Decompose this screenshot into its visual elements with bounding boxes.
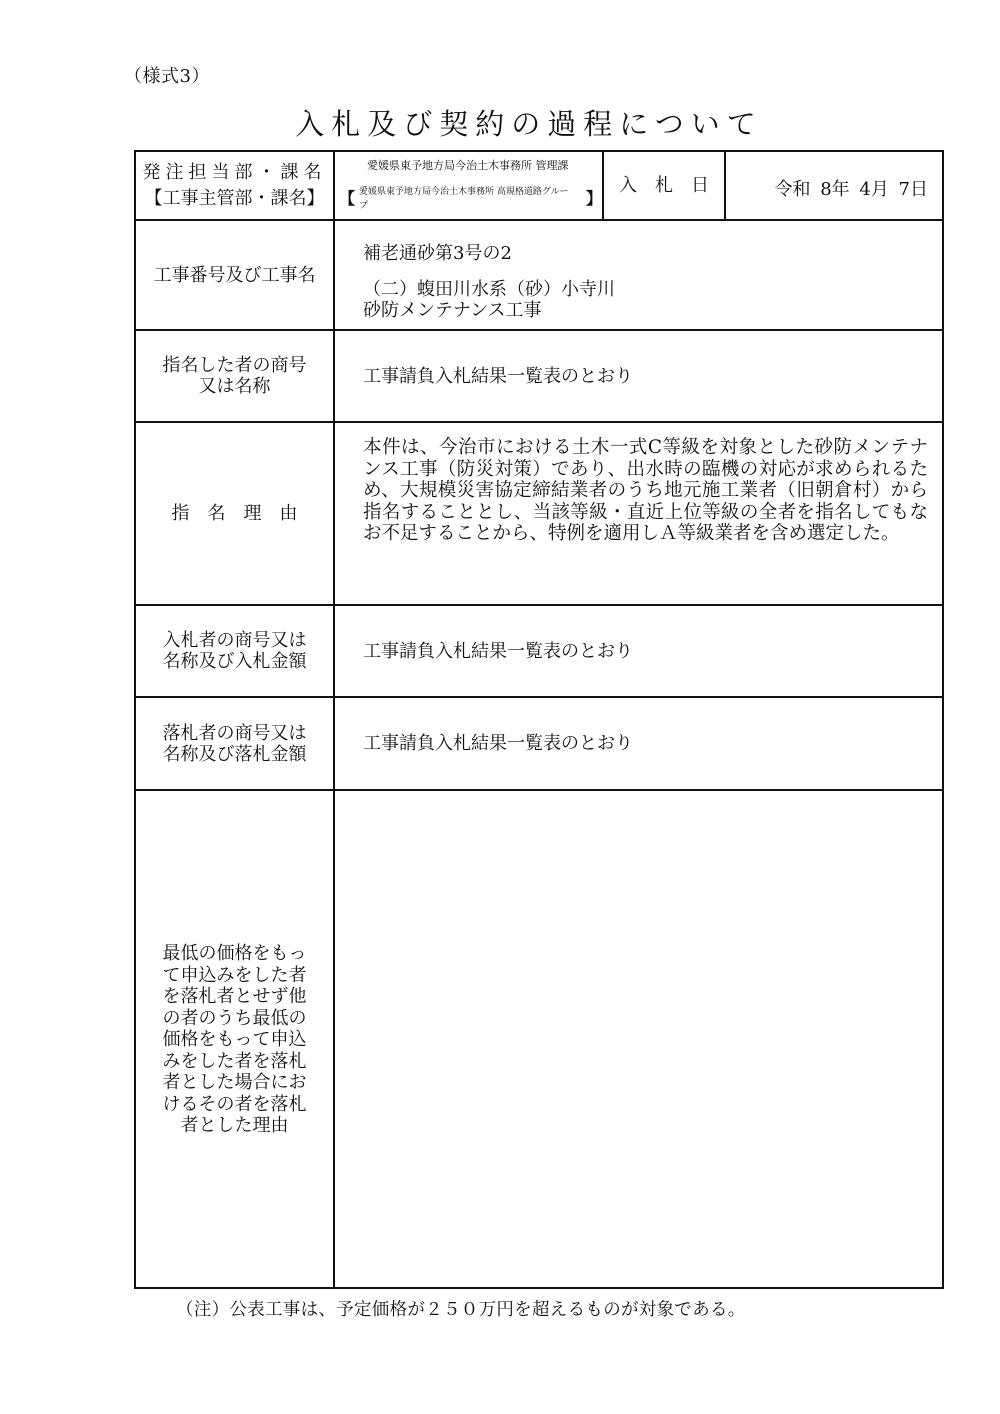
winner-value: 工事請負入札結果一覧表のとおり — [363, 733, 633, 754]
footnote: （注）公表工事は、予定価格が２５０万円を超えるものが対象である。 — [176, 1300, 746, 1320]
lowest-price-label-cell — [136, 791, 333, 1289]
project-number: 補老通砂第3号の2 — [363, 243, 512, 264]
bracket-open: 【 — [339, 188, 356, 208]
bid-date-value: 令和 8年 4月 7日 — [774, 179, 928, 200]
bidders-label-cell — [136, 606, 333, 696]
nominees-label-cell — [136, 331, 333, 421]
dept-value-cell — [335, 152, 602, 219]
form-number-label: （様式3） — [124, 66, 210, 87]
nominees-value: 工事請負入札結果一覧表のとおり — [363, 365, 633, 387]
winner-label-line2: 名称及び落札金額 — [162, 743, 307, 765]
dept-sub-line — [339, 185, 602, 213]
bidders-value: 工事請負入札結果一覧表のとおり — [363, 640, 633, 662]
project-value-cell — [335, 221, 942, 329]
bidders-label-line2: 名称及び入札金額 — [162, 651, 307, 672]
project-label: 工事番号及び工事名 — [153, 264, 316, 286]
project-name-line2: 砂防メンテナンス工事 — [363, 300, 542, 321]
reason-text: 本件は、今治市における土木一式C等級を対象とした砂防メンテナンス工事（防災対策）であり、出水時の臨機の対応が求められるため、大規模災害協定締結業者のうち地元施工業者（旧朝倉村）から指名することとし、当該等級・直近上位等級の全者を指名してもなお不足することから、特例を適用しＡ等級業者を含め選定した。 — [363, 437, 928, 544]
bid-date-label-cell — [604, 152, 724, 219]
dept-label-cell — [136, 152, 333, 219]
document-title: 入札及び契約の過程について — [295, 107, 763, 141]
process-table — [134, 150, 944, 1289]
lowest-price-value-cell — [335, 791, 942, 1289]
nominees-label-line2: 又は名称 — [198, 376, 271, 397]
bid-date-value-cell — [726, 152, 942, 219]
winner-label-line1: 落札者の商号又は — [162, 722, 307, 744]
dept-label-sub: 【工事主管部・課名】 — [144, 188, 325, 209]
winner-value-cell — [335, 698, 942, 789]
lowest-price-label: 最低の価格をもって申込みをした者を落札者とせず他の者のうち最低の価格をもって申込みをした者を落札者とした場合におけるその者を落札者とした理由 — [162, 943, 307, 1137]
dept-value: 愛媛県東予地方局今治土木事務所 管理課 — [367, 158, 569, 172]
reason-label: 指 名 理 由 — [171, 503, 298, 524]
reason-value-cell — [335, 423, 942, 604]
project-label-cell — [136, 221, 333, 329]
bid-date-label: 入 札 日 — [619, 175, 709, 196]
project-name-line1: （二）蝮田川水系（砂）小寺川 — [363, 279, 615, 300]
bracket-close: 】 — [585, 188, 602, 208]
winner-label-cell — [136, 698, 333, 789]
nominees-label-line1: 指名した者の商号 — [162, 355, 307, 376]
dept-label: 発注担当部・課名 — [142, 162, 327, 183]
nominees-value-cell — [335, 331, 942, 421]
dept-sub-value: 愛媛県東予地方局今治土木事務所 高規格道路グループ — [359, 186, 569, 211]
reason-label-cell — [136, 423, 333, 604]
bidders-label-line1: 入札者の商号又は — [162, 630, 307, 651]
bidders-value-cell — [335, 606, 942, 696]
